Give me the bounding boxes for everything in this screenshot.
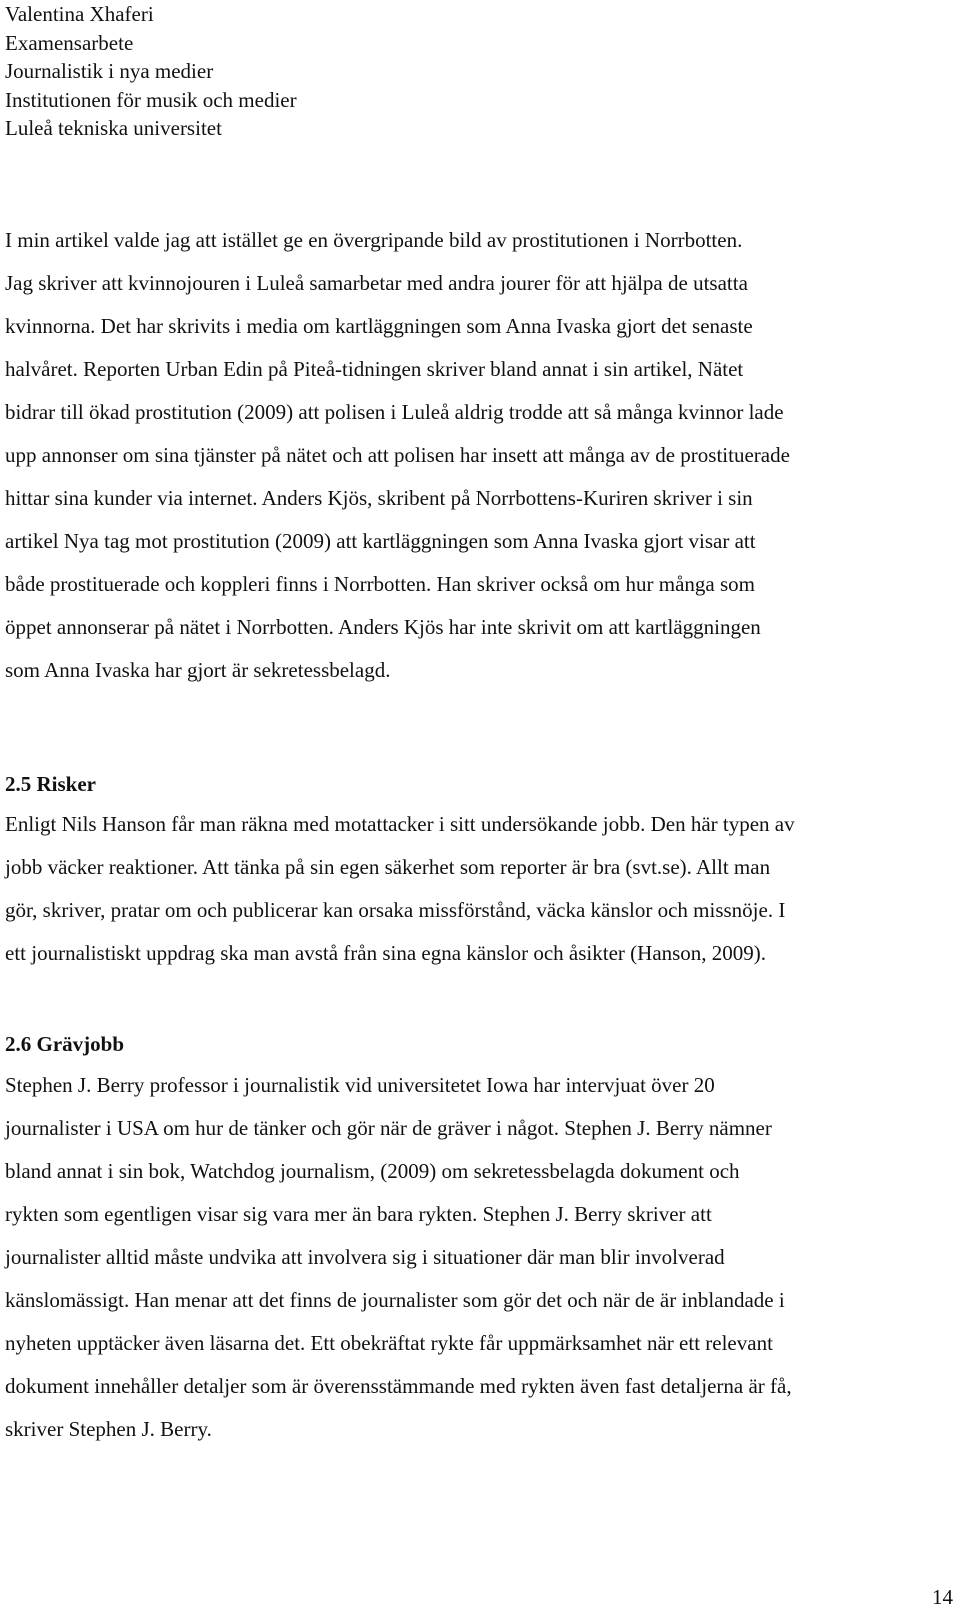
university-name: Luleå tekniska universitet [5, 116, 222, 140]
text-line: kvinnorna. Det har skrivits i media om kartläggningen som Anna Ivaska gjort det senaste [5, 314, 753, 338]
text-line: hittar sina kunder via internet. Anders Kjös, skribent på Norrbottens-Kuriren skriver i sin [5, 486, 753, 510]
text-line: känslomässigt. Han menar att det finns de journalister som gör det och när de är inblandade i [5, 1288, 785, 1312]
text-line: som Anna Ivaska har gjort är sekretessbelagd. [5, 658, 391, 682]
program-name: Journalistik i nya medier [5, 59, 214, 83]
text-line: bidrar till ökad prostitution (2009) att polisen i Luleå aldrig trodde att så många kvinnor lade [5, 400, 784, 424]
document-header [5, 0, 297, 143]
section-heading-gravjobb: 2.6 Grävjobb [5, 1032, 125, 1056]
text-line: gör, skriver, pratar om och publicerar kan orsaka missförstånd, väcka känslor och missnöje. I [5, 898, 786, 922]
text-line: bland annat i sin bok, Watchdog journalism, (2009) om sekretessbelagda dokument och [5, 1159, 740, 1183]
text-line: skriver Stephen J. Berry. [5, 1417, 212, 1441]
body-paragraph-1 [5, 228, 945, 701]
text-line: journalister i USA om hur de tänker och gör när de gräver i något. Stephen J. Berry nämner [5, 1116, 772, 1140]
text-line: Enligt Nils Hanson får man räkna med motattacker i sitt undersökande jobb. Den här typen av [5, 812, 795, 836]
document-type: Examensarbete [5, 30, 134, 55]
text-line: Stephen J. Berry professor i journalistik vid universitetet Iowa har intervjuat över 20 [5, 1073, 715, 1097]
text-line: I min artikel valde jag att istället ge en övergripande bild av prostitutionen i Norrbotten. [5, 228, 743, 252]
text-line: dokument innehåller detaljer som är överensstämmande med rykten även fast detaljerna är få, [5, 1374, 792, 1398]
text-line: både prostituerade och koppleri finns i Norrbotten. Han skriver också om hur många som [5, 572, 755, 596]
text-line: öppet annonserar på nätet i Norrbotten. Anders Kjös har inte skrivit om att kartläggningen [5, 615, 761, 639]
text-line: nyheten upptäcker även läsarna det. Ett obekräftat rykte får uppmärksamhet när ett relevant [5, 1331, 773, 1355]
text-line: Jag skriver att kvinnojouren i Luleå samarbetar med andra jourer för att hjälpa de utsatta [5, 271, 748, 295]
page-number: 14 [932, 1585, 953, 1609]
department-name: Institutionen för musik och medier [5, 87, 297, 112]
text-line: jobb väcker reaktioner. Att tänka på sin egen säkerhet som reporter är bra (svt.se). Allt man [5, 855, 771, 879]
text-line: ett journalistiskt uppdrag ska man avstå från sina egna känslor och åsikter (Hanson, 2009). [5, 941, 767, 965]
text-line: upp annonser om sina tjänster på nätet och att polisen har insett att många av de prostituerade [5, 443, 790, 467]
body-paragraph-risker [5, 812, 945, 984]
author-name: Valentina Xhaferi [5, 2, 154, 26]
text-line: artikel Nya tag mot prostitution (2009) att kartläggningen som Anna Ivaska gjort visar att [5, 529, 756, 553]
section-heading-risker: 2.5 Risker [5, 772, 96, 796]
text-line: halvåret. Reporten Urban Edin på Piteå-tidningen skriver bland annat i sin artikel, Nätet [5, 357, 744, 381]
text-line: journalister alltid måste undvika att involvera sig i situationer där man blir involverad [5, 1245, 725, 1269]
text-line: rykten som egentligen visar sig vara mer än bara rykten. Stephen J. Berry skriver att [5, 1202, 712, 1226]
body-paragraph-gravjobb [5, 1073, 945, 1460]
